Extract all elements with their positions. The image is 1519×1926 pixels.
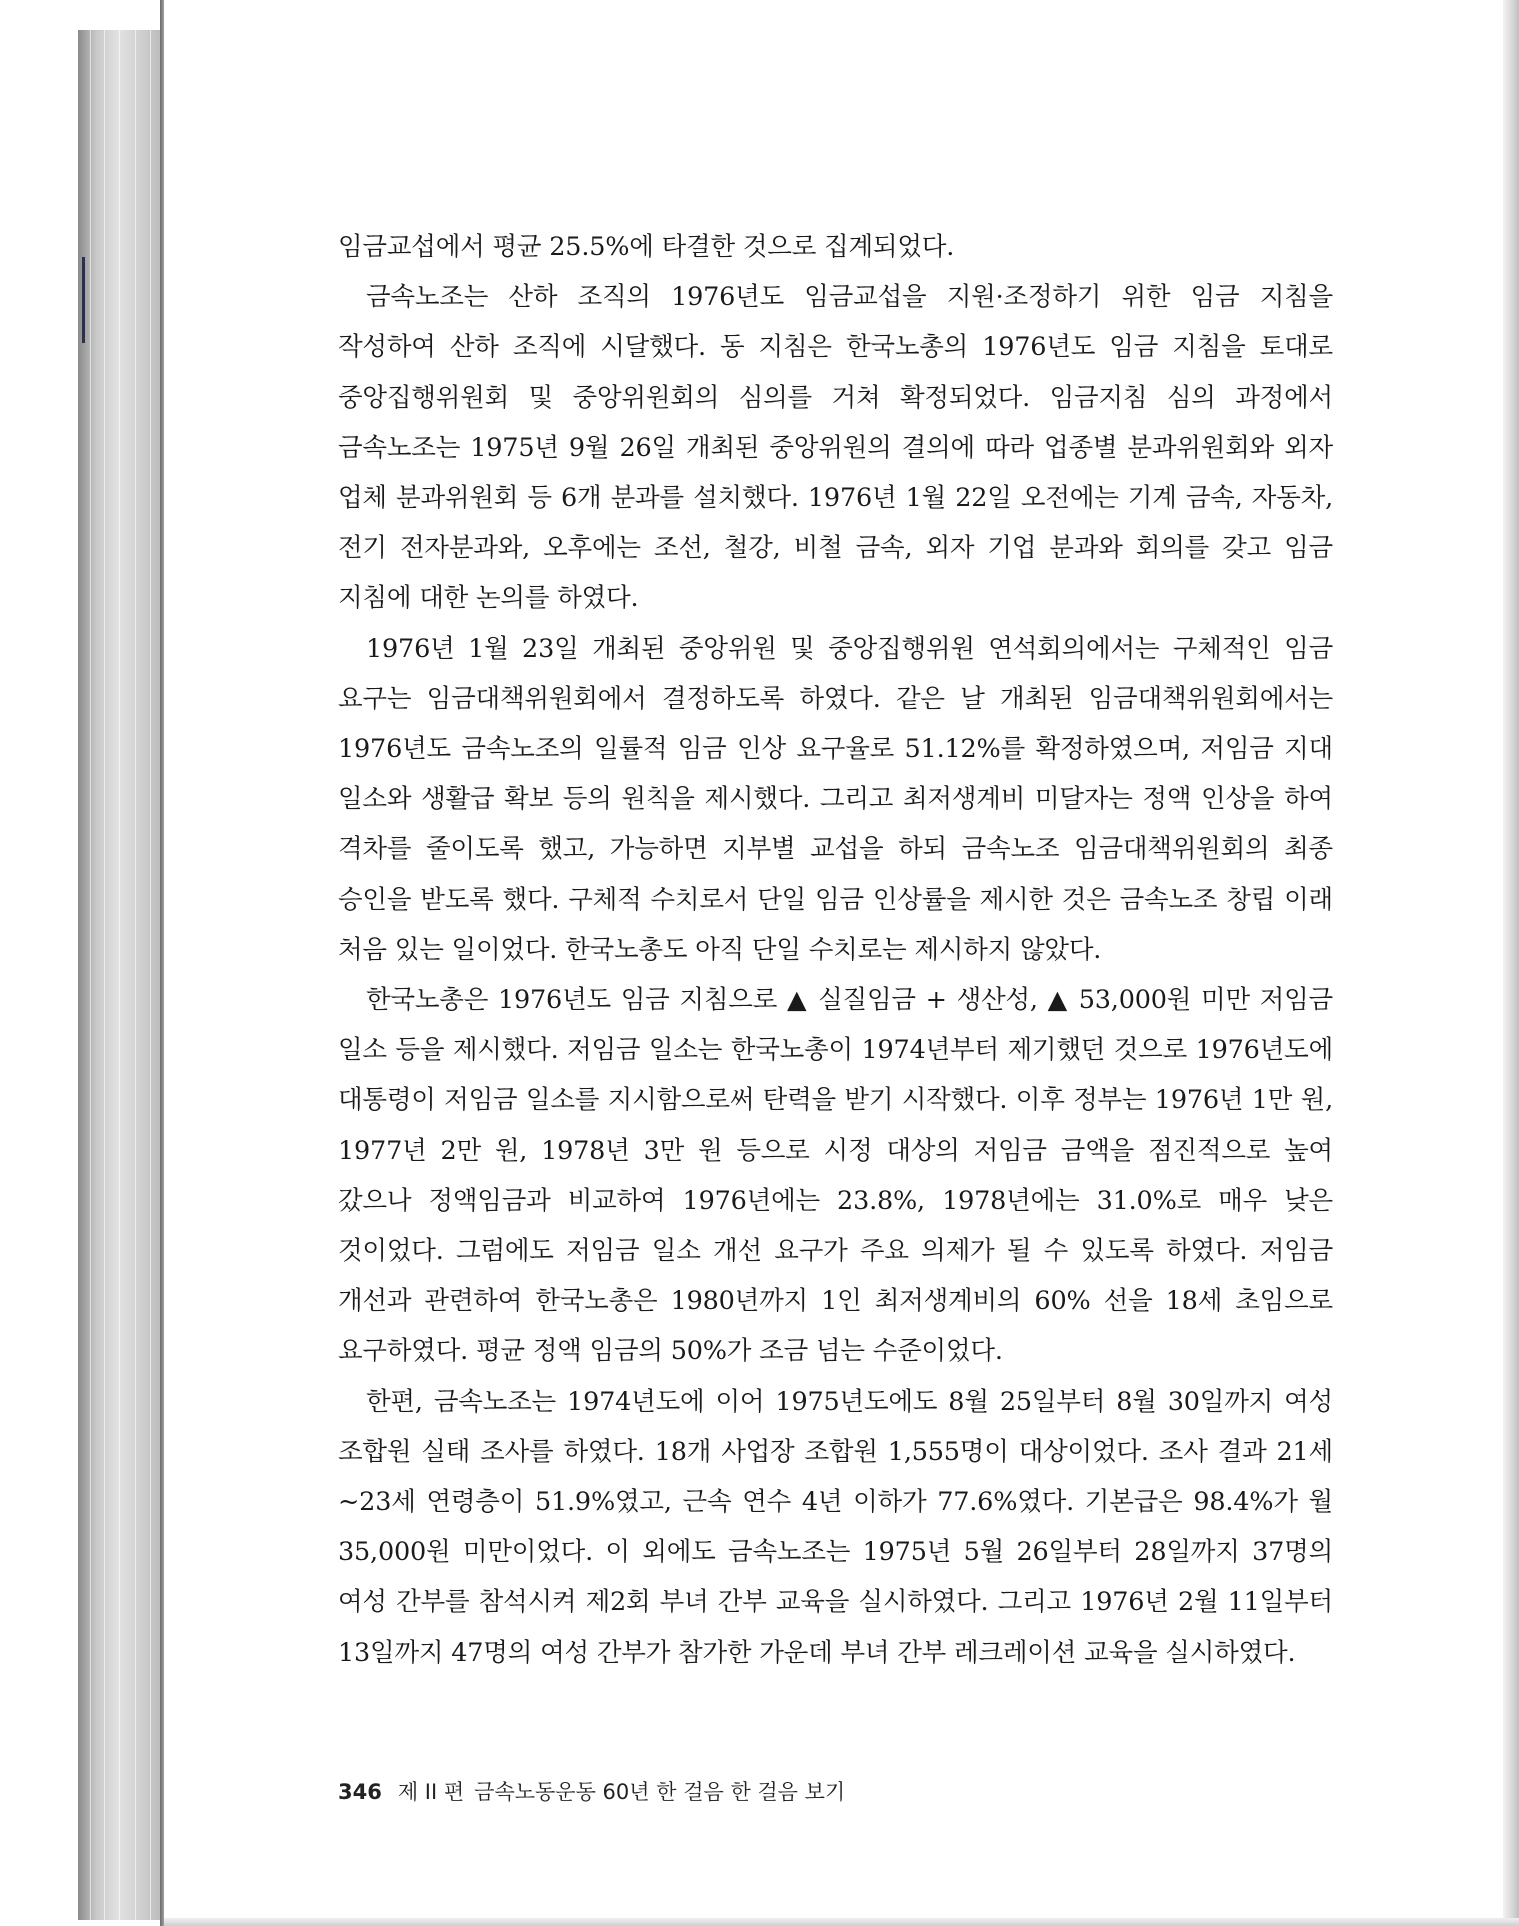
page-footer <box>338 1776 845 1806</box>
page-right-edge <box>1503 0 1519 1926</box>
book-title: 금속노동운동 60년 한 걸음 한 걸음 보기 <box>474 1780 846 1804</box>
page-number: 346 <box>338 1780 382 1804</box>
paragraph: 한국노총은 1976년도 임금 지침으로 ▲ 실질임금 + 생산성, ▲ 53,000원 미만 저임금 일소 등을 제시했다. 저임금 일소는 한국노총이 1974년부터 제기했던 것으로 1976년도에 대통령이 저임금 일소를 지시함으로써 탄력을 받기 시작했다. 이후 정부는 1976년 1만 원, 1977년 2만 원, 1978년 3만 원 등으로 시정 대상의 저임금 금액을 점진적으로 높여 갔으나 정액임금과 비교하여 1976년에는 23.8%, 1978년에는 31.0%로 매우 낮은 것이었다. 그럼에도 저임금 일소 개선 요구가 주요 의제가 될 수 있도록 하였다. 저임금 개선과 관련하여 한국노총은 1980년까지 1인 최저생계비의 60% 선을 18세 초임으로 요구하였다. 평균 정액 임금의 50%가 조금 넘는 수준이었다. <box>338 985 1333 1367</box>
paragraph: 금속노조는 산하 조직의 1976년도 임금교섭을 지원·조정하기 위한 임금 지침을 작성하여 산하 조직에 시달했다. 동 지침은 한국노총의 1976년도 임금 지침을 토대로 중앙집행위원회 및 중앙위원회의 심의를 거쳐 확정되었다. 임금지침 심의 과정에서 금속노조는 1975년 9월 26일 개최된 중앙위원의 결의에 따라 업종별 분과위원회와 외자 업체 분과위원회 등 6개 분과를 설치했다. 1976년 1월 22일 오전에는 기계 금속, 자동차, 전기 전자분과와, 오후에는 조선, 철강, 비철 금속, 외자 기업 분과와 회의를 갖고 임금 지침에 대한 논의를 하였다. <box>338 282 1333 614</box>
page-bottom-edge <box>164 1918 1519 1926</box>
bookmark-ribbon <box>82 257 85 343</box>
body-text <box>338 222 1333 1678</box>
paragraph-continuation: 임금교섭에서 평균 25.5%에 타결한 것으로 집계되었다. <box>338 232 955 262</box>
paragraph: 한편, 금속노조는 1974년도에 이어 1975년도에도 8월 25일부터 8월 30일까지 여성 조합원 실태 조사를 하였다. 18개 사업장 조합원 1,555명이 대상이었다. 조사 결과 21세~23세 연령층이 51.9%였고, 근속 연수 4년 이하가 77.6%였다. 기본급은 98.4%가 월 35,000원 미만이었다. 이 외에도 금속노조는 1975년 5월 26일부터 28일까지 37명의 여성 간부를 참석시켜 제2회 부녀 간부 교육을 실시하였다. 그리고 1976년 2월 11일부터 13일까지 47명의 여성 간부가 참가한 가운데 부녀 간부 레크레이션 교육을 실시하였다. <box>338 1386 1333 1668</box>
book-page-edges <box>78 30 168 1920</box>
part-label: 제 II 편 <box>397 1780 465 1804</box>
paragraph: 1976년 1월 23일 개최된 중앙위원 및 중앙집행위원 연석회의에서는 구체적인 임금 요구는 임금대책위원회에서 결정하도록 하였다. 같은 날 개최된 임금대책위원회에서는 1976년도 금속노조의 일률적 임금 인상 요구율로 51.12%를 확정하였으며, 저임금 지대 일소와 생활급 확보 등의 원칙을 제시했다. 그리고 최저생계비 미달자는 정액 인상을 하여 격차를 줄이도록 했고, 가능하면 지부별 교섭을 하되 금속노조 임금대책위원회의 최종 승인을 받도록 했다. 구체적 수치로서 단일 임금 인상률을 제시한 것은 금속노조 창립 이래 처음 있는 일이었다. 한국노총도 아직 단일 수치로는 제시하지 않았다. <box>338 633 1333 965</box>
